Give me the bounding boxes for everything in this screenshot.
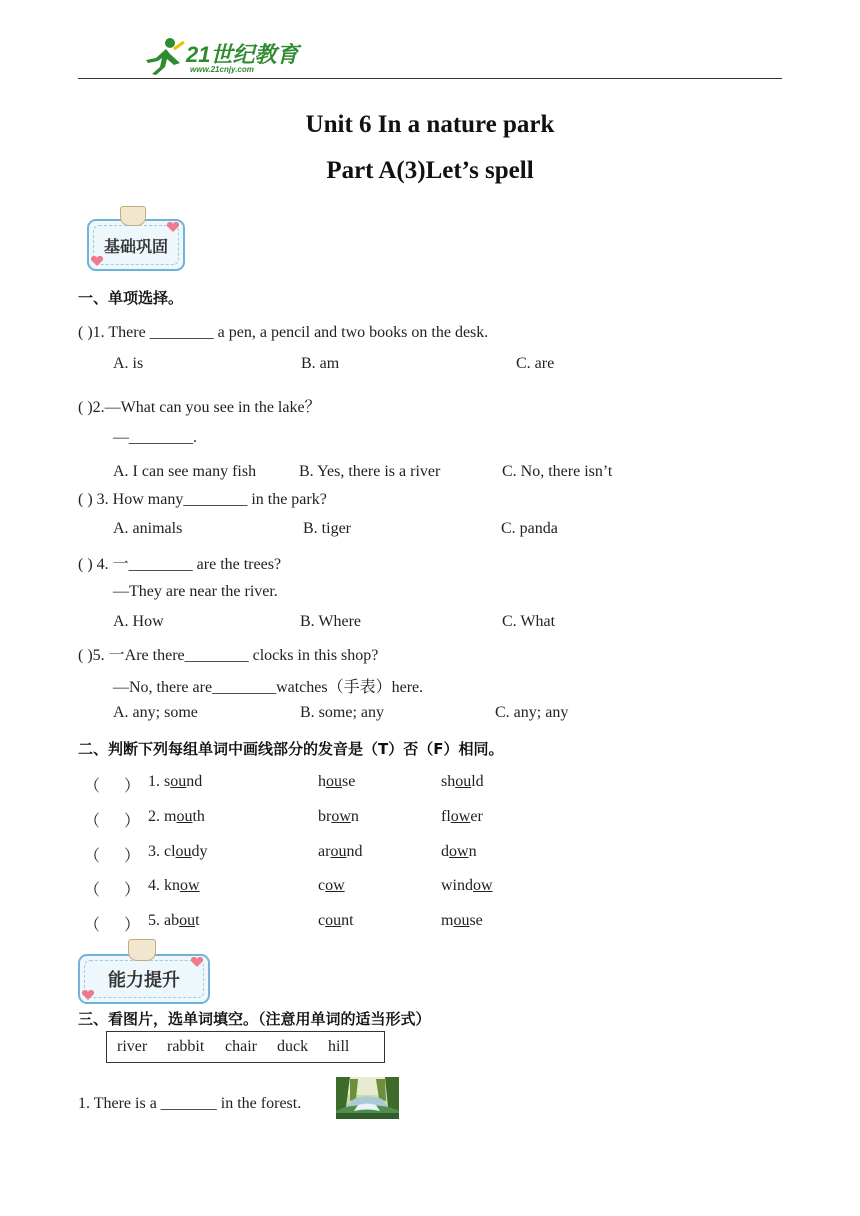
- q5-option-b: B. some; any: [300, 704, 384, 721]
- underlined-letters: ow: [449, 843, 469, 860]
- underlined-letters: ou: [179, 912, 196, 929]
- site-logo: [140, 34, 310, 78]
- underlined-letters: ow: [325, 877, 345, 894]
- q1-stem: ( )1. There ________ a pen, a pencil and two books on the desk.: [78, 324, 489, 341]
- phonics-word: 2. mouth: [148, 808, 205, 825]
- cup-icon: [128, 939, 156, 961]
- underlined-letters: ow: [450, 808, 471, 825]
- page-subtitle: Part A(3)Let’s spell: [326, 157, 534, 184]
- q1-option-c: C. are: [516, 355, 555, 372]
- q4-option-c: C. What: [502, 613, 556, 630]
- row-number: 2.: [148, 808, 164, 825]
- logo-subtext: www.21cnjy.com: [190, 65, 254, 74]
- q1-option-a: A. is: [113, 355, 144, 372]
- phonics-word: flower: [441, 808, 483, 825]
- q3-option-c: C. panda: [501, 520, 558, 537]
- s3-q1: 1. There is a _______ in the forest.: [78, 1095, 302, 1112]
- underlined-letters: ou: [176, 808, 193, 825]
- phonics-word: should: [441, 773, 484, 790]
- underlined-letters: ou: [175, 843, 192, 860]
- answer-paren-close: ）: [124, 848, 141, 865]
- q2-stem: ( )2.—What can you see in the lake？: [78, 399, 321, 416]
- q2-option-c: C. No, there isn’t: [502, 463, 613, 480]
- q1-option-b: B. am: [301, 355, 340, 372]
- phonics-word: house: [318, 773, 356, 790]
- underlined-letters: ou: [330, 843, 347, 860]
- heart-icon: [167, 222, 179, 232]
- phonics-word: down: [441, 843, 477, 860]
- q4-stem: ( ) 4. 一________ are the trees?: [78, 556, 282, 573]
- underlined-letters: ou: [455, 773, 472, 790]
- phonics-word: count: [318, 912, 354, 929]
- word-bank-item: rabbit: [167, 1038, 205, 1055]
- q5-option-a: A. any; some: [113, 704, 198, 721]
- word-bank: [106, 1031, 385, 1063]
- phonics-word: 1. sound: [148, 773, 203, 790]
- runner-icon: [140, 36, 186, 76]
- forest-river-image: [336, 1077, 399, 1119]
- q4-option-b: B. Where: [300, 613, 362, 630]
- badge-basic-label: 基础巩固: [103, 236, 168, 256]
- answer-paren-close: ）: [124, 778, 141, 795]
- answer-paren-close: ）: [124, 813, 141, 830]
- word-bank-item: chair: [225, 1038, 257, 1055]
- q5-option-c: C. any; any: [495, 704, 569, 721]
- heart-icon: [82, 990, 94, 1000]
- cup-icon: [120, 206, 146, 226]
- underlined-letters: ou: [325, 912, 342, 929]
- row-number: 3.: [148, 843, 164, 860]
- word-bank-item: hill: [328, 1038, 350, 1055]
- answer-paren-open: （: [84, 778, 101, 795]
- phonics-word: 5. about: [148, 912, 200, 929]
- q2-option-b: B. Yes, there is a river: [299, 463, 441, 480]
- phonics-word: mouse: [441, 912, 483, 929]
- phonics-word: window: [441, 877, 493, 894]
- word-bank-item: river: [117, 1038, 148, 1055]
- answer-paren-open: （: [84, 848, 101, 865]
- section3-heading: 三、看图片，选单词填空。（注意用单词的适当形式）: [78, 1010, 431, 1028]
- q4-option-a: A. How: [113, 613, 164, 630]
- answer-paren-open: （: [84, 813, 101, 830]
- q5-stem: ( )5. 一Are there________ clocks in this shop?: [78, 647, 379, 664]
- badge-advanced-label: 能力提升: [108, 970, 180, 991]
- q2-option-a: A. I can see many fish: [113, 463, 257, 480]
- header-divider: [78, 78, 782, 79]
- answer-paren-close: ）: [124, 882, 141, 899]
- phonics-word: around: [318, 843, 363, 860]
- row-number: 1.: [148, 773, 164, 790]
- underlined-letters: ow: [331, 808, 351, 825]
- heart-icon: [191, 957, 203, 967]
- phonics-word: 3. cloudy: [148, 843, 208, 860]
- phonics-word: brown: [318, 808, 359, 825]
- logo-text: 21世纪教育: [186, 42, 299, 67]
- underlined-letters: ow: [180, 877, 200, 894]
- underlined-letters: ou: [326, 773, 342, 790]
- section1-heading: 一、单项选择。: [78, 289, 184, 307]
- phonics-word: cow: [318, 877, 345, 894]
- underlined-letters: ou: [170, 773, 187, 790]
- answer-paren-open: （: [84, 917, 101, 934]
- heart-icon: [91, 256, 103, 266]
- page-title: Unit 6 In a nature park: [305, 111, 555, 138]
- q5-answer-line: —No, there are________watches（手表）here.: [113, 679, 424, 696]
- answer-paren-open: （: [84, 882, 101, 899]
- q3-option-b: B. tiger: [303, 520, 351, 537]
- section2-heading: 二、判断下列每组单词中画线部分的发音是（T）否（F）相同。: [78, 740, 504, 758]
- row-number: 5.: [148, 912, 164, 929]
- q3-option-a: A. animals: [113, 520, 183, 537]
- q3-stem: ( ) 3. How many________ in the park?: [78, 491, 327, 508]
- underlined-letters: ou: [453, 912, 470, 929]
- underlined-letters: ow: [473, 877, 493, 894]
- phonics-word: 4. know: [148, 877, 200, 894]
- q2-answer-line: —________.: [113, 429, 197, 446]
- row-number: 4.: [148, 877, 164, 894]
- answer-paren-close: ）: [124, 917, 141, 934]
- q4-answer-line: —They are near the river.: [113, 583, 278, 600]
- word-bank-item: duck: [277, 1038, 309, 1055]
